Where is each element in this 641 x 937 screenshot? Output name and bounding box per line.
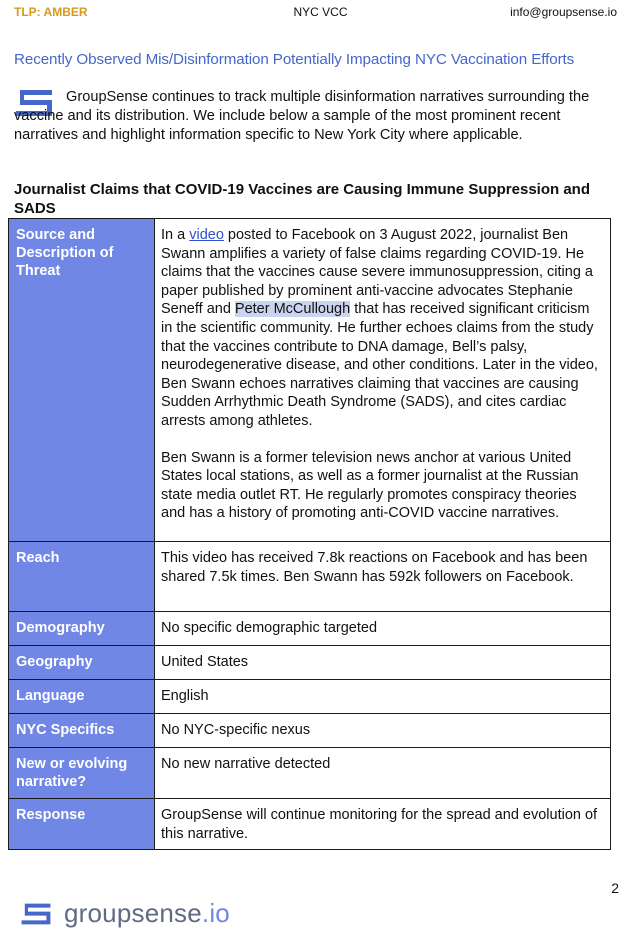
row-label-response: Response — [9, 799, 155, 850]
highlighted-name: Peter McCullough — [234, 301, 351, 318]
table-row — [9, 748, 611, 799]
table-row — [9, 542, 611, 612]
row-label-demography: Demography — [9, 612, 155, 646]
row-label-language: Language — [9, 680, 155, 714]
source-paragraph-2: Ben Swann is a former television news anchor at various United States local stations, as well as a former journalist at the Russian state media outlet RT. He regularly promotes conspiracy theories and has a history of promoting anti-COVID vaccine narratives. — [161, 449, 579, 522]
row-label-nyc-specifics: NYC Specifics — [9, 714, 155, 748]
footer-logo-text: groupsense.io — [64, 898, 230, 928]
row-value-reach: This video has received 7.8k reactions on Facebook and has been shared 7.5k times. Ben Swann has 592k followers on Facebook. — [155, 542, 611, 612]
row-value-demography: No specific demographic targeted — [155, 612, 611, 646]
threat-table — [8, 218, 611, 850]
table-row — [9, 680, 611, 714]
row-label-new-narrative: New or evolving narrative? — [9, 748, 155, 799]
header-center: NYC VCC — [293, 5, 348, 19]
footer-logo — [20, 898, 230, 929]
row-value-new-narrative: No new narrative detected — [155, 748, 611, 799]
video-link[interactable]: video — [189, 227, 224, 243]
row-label-geography: Geography — [9, 646, 155, 680]
row-label-reach: Reach — [9, 542, 155, 612]
table-row — [9, 219, 611, 542]
row-value-source — [155, 219, 611, 542]
intro-text: GroupSense continues to track multiple disinformation narratives surrounding the vaccine and its distribution. We include below a sample of the most prominent recent narratives and highlight information specific to New York City where applicable. — [14, 89, 590, 143]
intro-paragraph — [14, 88, 624, 145]
table-row — [9, 612, 611, 646]
tlp-label: TLP: AMBER — [14, 5, 88, 19]
page-number: 2 — [611, 880, 619, 896]
row-value-nyc-specifics: No NYC-specific nexus — [155, 714, 611, 748]
table-row — [9, 799, 611, 850]
row-label-source: Source and Description of Threat — [9, 219, 155, 542]
source-paragraph-1: In a video posted to Facebook on 3 August 2022, journalist Ben Swann amplifies a variety of false claims regarding COVID-19. He claims that the vaccines cause severe immunosuppression, citing a paper published by prominent anti-vaccine advocates Stephanie Seneff and Peter McCullough that has received significant criticism in the scientific community. He further echoes claims from the study that the vaccines contribute to DNA damage, Bell’s palsy, neurodegenerative disease, and other conditions. Later in the video, Ben Swann echoes narratives claiming that vaccines are causing Sudden Arrhythmic Death Syndrome (SADS), and cites cardiac arrests among athletes. — [161, 227, 598, 429]
table-row — [9, 646, 611, 680]
section-title: Journalist Claims that COVID-19 Vaccines are Causing Immune Suppression and SADS — [14, 181, 590, 217]
page-subtitle: Recently Observed Mis/Disinformation Potentially Impacting NYC Vaccination Efforts — [14, 51, 575, 68]
row-value-geography: United States — [155, 646, 611, 680]
table-row — [9, 714, 611, 748]
groupsense-footer-icon — [20, 902, 52, 926]
row-value-response: GroupSense will continue monitoring for the spread and evolution of this narrative. — [155, 799, 611, 850]
header-email: info@groupsense.io — [510, 5, 617, 19]
row-value-language: English — [155, 680, 611, 714]
